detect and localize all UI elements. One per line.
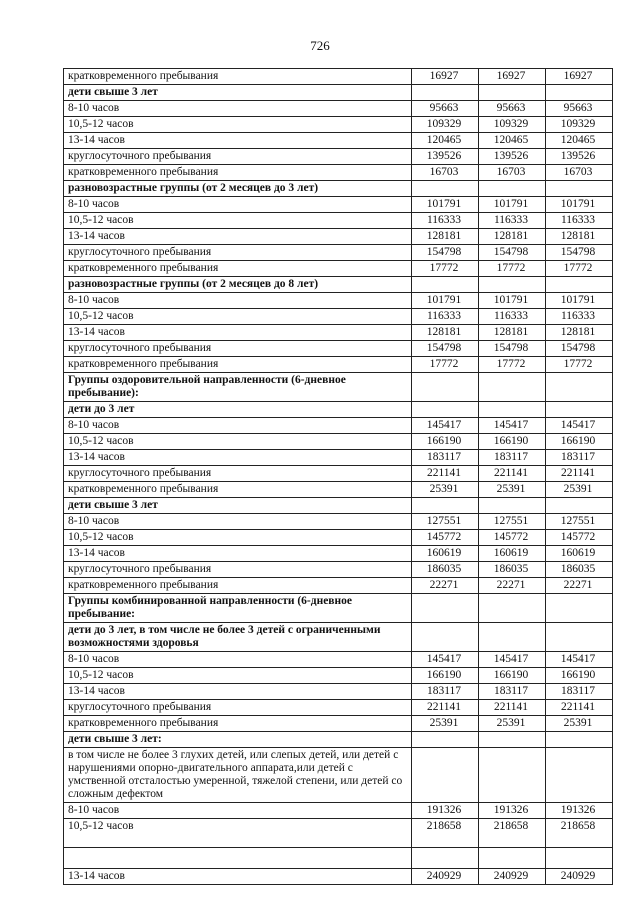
row-label: круглосуточного пребывания xyxy=(64,700,412,716)
table-row xyxy=(64,819,613,848)
table-row xyxy=(64,716,613,732)
page-number: 726 xyxy=(310,38,330,53)
table-row xyxy=(64,69,613,85)
value-cell-1: 160619 xyxy=(412,546,479,562)
value-cell-3: 145772 xyxy=(546,530,613,546)
row-label: дети свыше 3 лет xyxy=(64,85,412,101)
value-cell-1: 17772 xyxy=(412,261,479,277)
value-cell-3: 116333 xyxy=(546,213,613,229)
value-cell-3: 95663 xyxy=(546,101,613,117)
row-label: 8-10 часов xyxy=(64,514,412,530)
value-cell-3: 128181 xyxy=(546,325,613,341)
table-body xyxy=(64,69,613,885)
section-header-row xyxy=(64,732,613,748)
value-cell-3: 127551 xyxy=(546,514,613,530)
value-cell-1: 116333 xyxy=(412,213,479,229)
value-cell-2 xyxy=(479,85,546,101)
value-cell-1 xyxy=(412,277,479,293)
table-row xyxy=(64,869,613,885)
value-cell-3 xyxy=(546,748,613,803)
value-cell-2: 25391 xyxy=(479,716,546,732)
row-label: 10,5-12 часов xyxy=(64,530,412,546)
value-cell-1: 139526 xyxy=(412,149,479,165)
value-cell-2: 120465 xyxy=(479,133,546,149)
value-cell-2: 191326 xyxy=(479,803,546,819)
value-cell-3: 16927 xyxy=(546,69,613,85)
value-cell-3: 218658 xyxy=(546,819,613,848)
row-label: дети до 3 лет xyxy=(64,402,412,418)
table-row xyxy=(64,357,613,373)
row-label: 13-14 часов xyxy=(64,684,412,700)
value-cell-3: 221141 xyxy=(546,466,613,482)
row-label: 13-14 часов xyxy=(64,546,412,562)
value-cell-3: 22271 xyxy=(546,578,613,594)
value-cell-2 xyxy=(479,594,546,623)
row-label: кратковременного пребывания xyxy=(64,578,412,594)
value-cell-1: 166190 xyxy=(412,668,479,684)
value-cell-1: 109329 xyxy=(412,117,479,133)
value-cell-1: 154798 xyxy=(412,341,479,357)
table-row xyxy=(64,684,613,700)
value-cell-1: 25391 xyxy=(412,482,479,498)
value-cell-1: 145417 xyxy=(412,652,479,668)
row-label: Группы оздоровительной направленности (6-дневное пребывание): xyxy=(64,373,412,402)
table-row xyxy=(64,101,613,117)
value-cell-1 xyxy=(412,732,479,748)
table-row xyxy=(64,562,613,578)
value-cell-2: 16927 xyxy=(479,69,546,85)
table-row xyxy=(64,466,613,482)
value-cell-3 xyxy=(546,732,613,748)
row-label: кратковременного пребывания xyxy=(64,482,412,498)
value-cell-2: 154798 xyxy=(479,341,546,357)
section-header-row xyxy=(64,623,613,652)
table-row xyxy=(64,149,613,165)
row-label: дети свыше 3 лет xyxy=(64,498,412,514)
value-cell-2: 109329 xyxy=(479,117,546,133)
table-row xyxy=(64,309,613,325)
value-cell-3: 17772 xyxy=(546,261,613,277)
section-header-row xyxy=(64,402,613,418)
value-cell-2: 145417 xyxy=(479,652,546,668)
value-cell-3: 16703 xyxy=(546,165,613,181)
value-cell-2: 166190 xyxy=(479,434,546,450)
value-cell-2: 101791 xyxy=(479,197,546,213)
value-cell-2: 160619 xyxy=(479,546,546,562)
row-label: 8-10 часов xyxy=(64,803,412,819)
section-header-row xyxy=(64,373,613,402)
value-cell-1: 128181 xyxy=(412,229,479,245)
value-cell-2 xyxy=(479,498,546,514)
value-cell-2: 145417 xyxy=(479,418,546,434)
value-cell-2: 128181 xyxy=(479,229,546,245)
value-cell-3: 183117 xyxy=(546,450,613,466)
row-label: 13-14 часов xyxy=(64,869,412,885)
value-cell-3 xyxy=(546,181,613,197)
row-label: 10,5-12 часов xyxy=(64,117,412,133)
row-label: 13-14 часов xyxy=(64,133,412,149)
value-cell-3: 128181 xyxy=(546,229,613,245)
table-row xyxy=(64,530,613,546)
value-cell-2 xyxy=(479,748,546,803)
value-cell-3: 25391 xyxy=(546,716,613,732)
value-cell-3: 186035 xyxy=(546,562,613,578)
table-row xyxy=(64,652,613,668)
value-cell-2: 145772 xyxy=(479,530,546,546)
row-label: дети свыше 3 лет: xyxy=(64,732,412,748)
value-cell-2: 22271 xyxy=(479,578,546,594)
value-cell-1: 22271 xyxy=(412,578,479,594)
row-label: кратковременного пребывания xyxy=(64,716,412,732)
row-label: 10,5-12 часов xyxy=(64,309,412,325)
value-cell-3: 101791 xyxy=(546,293,613,309)
row-label: 8-10 часов xyxy=(64,293,412,309)
row-label: круглосуточного пребывания xyxy=(64,245,412,261)
value-cell-2: 17772 xyxy=(479,357,546,373)
value-cell-3 xyxy=(546,277,613,293)
row-label: кратковременного пребывания xyxy=(64,69,412,85)
value-cell-3: 145417 xyxy=(546,652,613,668)
spacer-row xyxy=(64,848,613,869)
value-cell-2 xyxy=(479,848,546,869)
value-cell-3: 139526 xyxy=(546,149,613,165)
table-row xyxy=(64,418,613,434)
value-cell-2 xyxy=(479,402,546,418)
value-cell-1: 101791 xyxy=(412,293,479,309)
value-cell-3 xyxy=(546,85,613,101)
value-cell-3: 240929 xyxy=(546,869,613,885)
row-label: разновозрастные группы (от 2 месяцев до 3 лет) xyxy=(64,181,412,197)
value-cell-3: 116333 xyxy=(546,309,613,325)
value-cell-2: 116333 xyxy=(479,309,546,325)
table-row xyxy=(64,803,613,819)
value-cell-1: 16927 xyxy=(412,69,479,85)
value-cell-1: 101791 xyxy=(412,197,479,213)
row-label: кратковременного пребывания xyxy=(64,357,412,373)
value-cell-1 xyxy=(412,623,479,652)
table-row xyxy=(64,293,613,309)
row-label xyxy=(64,848,412,869)
value-cell-1: 95663 xyxy=(412,101,479,117)
table-row xyxy=(64,546,613,562)
row-label: 8-10 часов xyxy=(64,197,412,213)
value-cell-2 xyxy=(479,732,546,748)
value-cell-3: 166190 xyxy=(546,434,613,450)
row-label: разновозрастные группы (от 2 месяцев до 8 лет) xyxy=(64,277,412,293)
value-cell-1: 186035 xyxy=(412,562,479,578)
value-cell-2: 240929 xyxy=(479,869,546,885)
value-cell-3 xyxy=(546,848,613,869)
table-row xyxy=(64,325,613,341)
value-cell-2: 127551 xyxy=(479,514,546,530)
value-cell-2: 166190 xyxy=(479,668,546,684)
row-label: кратковременного пребывания xyxy=(64,261,412,277)
section-header-row xyxy=(64,85,613,101)
value-cell-2: 116333 xyxy=(479,213,546,229)
value-cell-1 xyxy=(412,85,479,101)
value-cell-1: 16703 xyxy=(412,165,479,181)
table-row xyxy=(64,434,613,450)
section-header-row xyxy=(64,594,613,623)
value-cell-2: 186035 xyxy=(479,562,546,578)
value-cell-2: 17772 xyxy=(479,261,546,277)
value-cell-1: 221141 xyxy=(412,700,479,716)
row-label: Группы комбинированной направленности (6-дневное пребывание: xyxy=(64,594,412,623)
row-label: 8-10 часов xyxy=(64,101,412,117)
value-cell-3: 183117 xyxy=(546,684,613,700)
value-cell-1: 240929 xyxy=(412,869,479,885)
value-cell-3 xyxy=(546,623,613,652)
value-cell-3: 101791 xyxy=(546,197,613,213)
value-cell-2: 221141 xyxy=(479,700,546,716)
value-cell-2: 183117 xyxy=(479,684,546,700)
value-cell-1: 183117 xyxy=(412,684,479,700)
value-cell-2: 95663 xyxy=(479,101,546,117)
value-cell-2: 16703 xyxy=(479,165,546,181)
table-row xyxy=(64,245,613,261)
row-label: 8-10 часов xyxy=(64,418,412,434)
row-label: 10,5-12 часов xyxy=(64,668,412,684)
note-row xyxy=(64,748,613,803)
value-cell-1: 191326 xyxy=(412,803,479,819)
value-cell-1: 128181 xyxy=(412,325,479,341)
value-cell-2: 218658 xyxy=(479,819,546,848)
value-cell-3: 166190 xyxy=(546,668,613,684)
value-cell-2: 183117 xyxy=(479,450,546,466)
value-cell-1 xyxy=(412,498,479,514)
value-cell-3: 160619 xyxy=(546,546,613,562)
table-row xyxy=(64,213,613,229)
value-cell-2 xyxy=(479,181,546,197)
table-row xyxy=(64,450,613,466)
value-cell-3: 221141 xyxy=(546,700,613,716)
value-cell-1: 183117 xyxy=(412,450,479,466)
value-cell-1: 218658 xyxy=(412,819,479,848)
row-label: 10,5-12 часов xyxy=(64,819,412,848)
value-cell-1: 116333 xyxy=(412,309,479,325)
value-cell-2: 154798 xyxy=(479,245,546,261)
table-row xyxy=(64,668,613,684)
value-cell-1: 120465 xyxy=(412,133,479,149)
value-cell-1: 166190 xyxy=(412,434,479,450)
value-cell-3: 17772 xyxy=(546,357,613,373)
value-cell-3 xyxy=(546,402,613,418)
row-label: 13-14 часов xyxy=(64,450,412,466)
tariff-table xyxy=(63,68,613,885)
value-cell-1: 127551 xyxy=(412,514,479,530)
value-cell-3: 120465 xyxy=(546,133,613,149)
row-label: 13-14 часов xyxy=(64,229,412,245)
value-cell-1 xyxy=(412,373,479,402)
table-row xyxy=(64,578,613,594)
value-cell-1: 25391 xyxy=(412,716,479,732)
value-cell-2: 25391 xyxy=(479,482,546,498)
value-cell-2 xyxy=(479,623,546,652)
row-label: круглосуточного пребывания xyxy=(64,466,412,482)
row-label: 13-14 часов xyxy=(64,325,412,341)
value-cell-1 xyxy=(412,594,479,623)
row-label: круглосуточного пребывания xyxy=(64,149,412,165)
row-label: круглосуточного пребывания xyxy=(64,562,412,578)
value-cell-1: 221141 xyxy=(412,466,479,482)
value-cell-1 xyxy=(412,181,479,197)
row-label: круглосуточного пребывания xyxy=(64,341,412,357)
value-cell-1 xyxy=(412,848,479,869)
value-cell-1: 145772 xyxy=(412,530,479,546)
row-label: в том числе не более 3 глухих детей, или слепых детей, или детей с нарушениями опорно-двигательного аппарата,или детей с умственной отсталостью умеренной, тяжелой степени, или детей со сложным дефектом xyxy=(64,748,412,803)
row-label: кратковременного пребывания xyxy=(64,165,412,181)
row-label: дети до 3 лет, в том числе не более 3 детей с ограниченными возможностями здоровья xyxy=(64,623,412,652)
table-row xyxy=(64,229,613,245)
table-row xyxy=(64,133,613,149)
table-row xyxy=(64,197,613,213)
table-row xyxy=(64,117,613,133)
value-cell-3: 154798 xyxy=(546,341,613,357)
value-cell-1: 145417 xyxy=(412,418,479,434)
value-cell-1: 154798 xyxy=(412,245,479,261)
value-cell-1: 17772 xyxy=(412,357,479,373)
table-row xyxy=(64,514,613,530)
value-cell-1 xyxy=(412,748,479,803)
value-cell-3: 191326 xyxy=(546,803,613,819)
row-label: 10,5-12 часов xyxy=(64,434,412,450)
table-row xyxy=(64,341,613,357)
value-cell-3 xyxy=(546,498,613,514)
value-cell-2 xyxy=(479,277,546,293)
table-row xyxy=(64,482,613,498)
row-label: 10,5-12 часов xyxy=(64,213,412,229)
value-cell-3 xyxy=(546,594,613,623)
section-header-row xyxy=(64,277,613,293)
value-cell-2: 101791 xyxy=(479,293,546,309)
value-cell-1 xyxy=(412,402,479,418)
value-cell-2 xyxy=(479,373,546,402)
value-cell-3: 154798 xyxy=(546,245,613,261)
value-cell-3 xyxy=(546,373,613,402)
value-cell-2: 128181 xyxy=(479,325,546,341)
row-label: 8-10 часов xyxy=(64,652,412,668)
value-cell-2: 221141 xyxy=(479,466,546,482)
value-cell-2: 139526 xyxy=(479,149,546,165)
table-row xyxy=(64,261,613,277)
table-row xyxy=(64,700,613,716)
value-cell-3: 25391 xyxy=(546,482,613,498)
section-header-row xyxy=(64,498,613,514)
value-cell-3: 109329 xyxy=(546,117,613,133)
table-row xyxy=(64,165,613,181)
value-cell-3: 145417 xyxy=(546,418,613,434)
section-header-row xyxy=(64,181,613,197)
